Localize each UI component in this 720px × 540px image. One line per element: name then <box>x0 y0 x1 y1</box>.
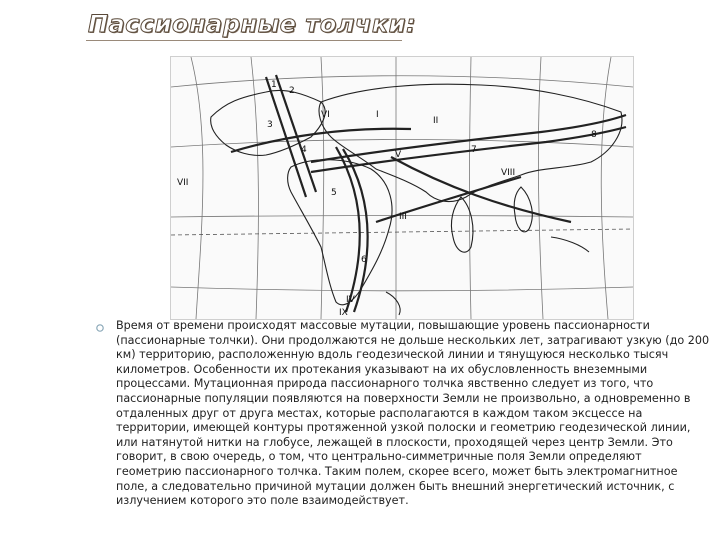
map-label: VII <box>177 178 189 188</box>
map-grid <box>171 57 633 319</box>
slide-title: Пассионарные толчки: <box>88 10 417 38</box>
map-label: VIII <box>501 168 516 178</box>
passionary-impulses-map <box>170 56 634 320</box>
map-label: II <box>433 116 439 126</box>
map-label: 5 <box>331 188 337 198</box>
impulse-axes <box>231 75 626 312</box>
map-label: 6 <box>361 255 367 265</box>
map-label: IV <box>346 295 355 305</box>
equator-line <box>171 229 633 235</box>
map-label: IX <box>339 308 348 318</box>
map-label: 2 <box>289 86 295 96</box>
title-underline <box>86 40 402 41</box>
map-label: I <box>376 110 379 120</box>
map-label: V <box>395 150 402 160</box>
continent-outlines <box>211 84 622 315</box>
map-label: 8 <box>591 130 597 140</box>
map-drawing <box>171 57 633 319</box>
map-label: 1 <box>271 80 277 90</box>
map-label: III <box>399 212 407 222</box>
map-label: 4 <box>301 145 307 155</box>
map-label: VI <box>321 110 330 120</box>
bullet-icon <box>96 324 104 332</box>
map-labels <box>177 80 597 318</box>
map-label: 3 <box>267 120 273 130</box>
body-paragraph: Время от времени происходят массовые мутации, повышающие уровень пассионарности (пассионарные толчки). Они продолжаются не дольше нескольких лет, затрагивают узкую (до 200 км) территорию, расположенную вдоль геодезической линии и тянущуюся несколько тысяч километров. Особенности их протекания указывают на их обусловленность внеземными процессами. Мутационная природа пассионарного толчка явственно следует из того, что пассионарные популяции появляются на поверхности Земли не произвольно, а одновременно в отдаленных друг от друга местах, которые располагаются в каждом таком эксцессе на территории, имеющей контуры протяженной узкой полоски и геометрию геодезической линии, или натянутой нитки на глобусе, лежащей в плоскости, проходящей через центр Земли. Это говорит, в свою очередь, о том, что центрально-симметричные поля Земли определяют геометрию пассионарного толчка. Таким полем, скорее всего, может быть электромагнитное поле, а следовательно причиной мутации должен быть внешний энергетический источник, с излучением которого это поле взаимодействует. <box>116 319 710 508</box>
map-label: 7 <box>471 145 477 155</box>
